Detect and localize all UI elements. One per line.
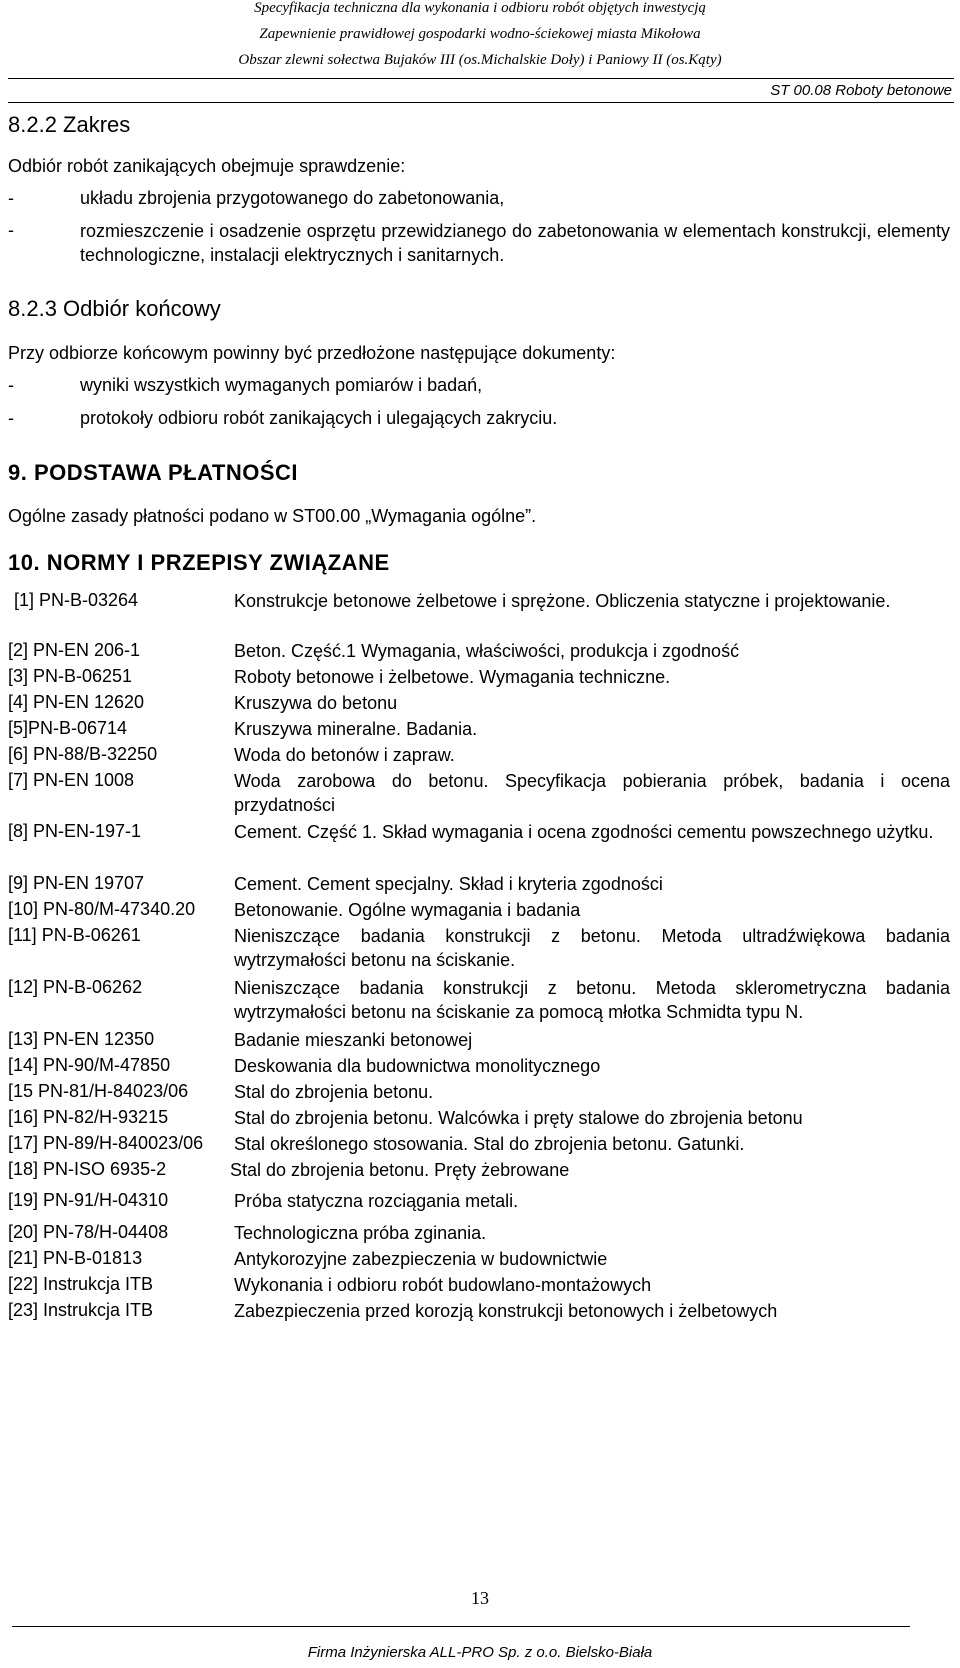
ref-desc: Próba statyczna rozciągania metali. xyxy=(234,1191,519,1211)
page-number: 13 xyxy=(471,1588,489,1608)
section-822-intro: Odbiór robót zanikających obejmuje sprawdzenie: xyxy=(8,156,406,176)
header-rule-top xyxy=(8,78,954,79)
ref-desc: Nieniszczące badania konstrukcji z betonu. Metoda ultradźwiękowa badania wytrzymałości betonu na ściskanie. xyxy=(234,926,950,970)
ref-desc: Stal do zbrojenia betonu. Pręty żebrowane xyxy=(230,1160,570,1180)
ref-code: [7] PN-EN 1008 xyxy=(8,770,135,790)
ref-code: [2] PN-EN 206-1 xyxy=(8,640,141,660)
bullet-dash: - xyxy=(8,408,14,428)
ref-desc: Konstrukcje betonowe żelbetowe i sprężone. Obliczenia statyczne i projektowanie. xyxy=(234,591,891,611)
ref-desc: Deskowania dla budownictwa monolitycznego xyxy=(234,1056,601,1076)
ref-code: [5]PN-B-06714 xyxy=(8,718,128,738)
ref-code: [8] PN-EN-197-1 xyxy=(8,821,142,841)
footer-company: Firma Inżynierska ALL-PRO Sp. z o.o. Bielsko-Biała xyxy=(307,1644,653,1661)
ref-desc: Stal do zbrojenia betonu. xyxy=(234,1082,434,1102)
ref-desc: Woda do betonów i zapraw. xyxy=(234,745,455,765)
ref-desc: Beton. Część.1 Wymagania, właściwości, produkcja i zgodność xyxy=(234,641,740,661)
ref-code: [11] PN-B-06261 xyxy=(8,925,141,945)
ref-code: [13] PN-EN 12350 xyxy=(8,1029,155,1049)
ref-desc: Kruszywa mineralne. Badania. xyxy=(234,719,478,739)
ref-code: [20] PN-78/H-04408 xyxy=(8,1222,169,1242)
ref-desc: Betonowanie. Ogólne wymagania i badania xyxy=(234,900,581,920)
ref-code: [15 PN-81/H-84023/06 xyxy=(8,1081,189,1101)
header-title-line-2: Zapewnienie prawidłowej gospodarki wodno-ściekowej miasta Mikołowa xyxy=(259,26,701,42)
section-822-item-2-text: rozmieszczenie i osadzenie osprzętu przewidzianego do zabetonowania w elementach konstrukcji, elementy technologiczne, instalacji elektrycznych i sanitarnych. xyxy=(80,221,950,265)
ref-code: [4] PN-EN 12620 xyxy=(8,692,145,712)
bullet-dash: - xyxy=(8,188,14,208)
footer-rule xyxy=(12,1626,910,1627)
header-title-line-3: Obszar zlewni sołectwa Bujaków III (os.Michalskie Doły) i Paniowy II (os.Kąty) xyxy=(238,52,722,68)
section-10-heading: 10. NORMY I PRZEPISY ZWIĄZANE xyxy=(8,550,390,575)
ref-desc: Zabezpieczenia przed korozją konstrukcji betonowych i żelbetowych xyxy=(234,1301,778,1321)
ref-desc: Roboty betonowe i żelbetowe. Wymagania techniczne. xyxy=(234,667,671,687)
ref-desc: Badanie mieszanki betonowej xyxy=(234,1030,473,1050)
ref-desc: Stal do zbrojenia betonu. Walcówka i pręty stalowe do zbrojenia betonu xyxy=(234,1108,803,1128)
ref-code: [21] PN-B-01813 xyxy=(8,1248,143,1268)
ref-desc: Antykorozyjne zabezpieczenia w budownictwie xyxy=(234,1249,608,1269)
ref-desc: Woda zarobowa do betonu. Specyfikacja pobierania próbek, badania i ocena przydatności xyxy=(234,771,950,815)
ref-desc: Stal określonego stosowania. Stal do zbrojenia betonu. Gatunki. xyxy=(234,1134,745,1154)
ref-code: [10] PN-80/M-47340.20 xyxy=(8,899,196,919)
ref-code: [6] PN-88/B-32250 xyxy=(8,744,158,764)
section-9-text: Ogólne zasady płatności podano w ST00.00 „Wymagania ogólne”. xyxy=(8,506,537,526)
ref-code: [17] PN-89/H-840023/06 xyxy=(8,1133,204,1153)
ref-desc: Wykonania i odbioru robót budowlano-montażowych xyxy=(234,1275,652,1295)
ref-code: [16] PN-82/H-93215 xyxy=(8,1107,169,1127)
header-title-line-1: Specyfikacja techniczna dla wykonania i odbioru robót objętych inwestycją xyxy=(254,0,706,16)
ref-code: [1] PN-B-03264 xyxy=(14,590,139,610)
ref-desc: Nieniszczące badania konstrukcji z betonu. Metoda sklerometryczna badania wytrzymałości betonu na ściskanie za pomocą młotka Schmidta typu N. xyxy=(234,978,950,1022)
section-823-intro: Przy odbiorze końcowym powinny być przedłożone następujące dokumenty: xyxy=(8,343,616,363)
ref-code: [18] PN-ISO 6935-2 xyxy=(8,1159,167,1179)
bullet-dash: - xyxy=(8,375,14,395)
section-9-heading: 9. PODSTAWA PŁATNOŚCI xyxy=(8,460,299,485)
section-822-heading: 8.2.2 Zakres xyxy=(8,112,131,137)
ref-code: [23] Instrukcja ITB xyxy=(8,1300,154,1320)
ref-desc: Kruszywa do betonu xyxy=(234,693,398,713)
ref-code: [3] PN-B-06251 xyxy=(8,666,133,686)
ref-code: [9] PN-EN 19707 xyxy=(8,873,145,893)
ref-desc: Technologiczna próba zginania. xyxy=(234,1223,487,1243)
bullet-dash: - xyxy=(8,220,14,240)
ref-code: [14] PN-90/M-47850 xyxy=(8,1055,171,1075)
ref-code: [19] PN-91/H-04310 xyxy=(8,1190,169,1210)
ref-desc: Cement. Część 1. Skład wymagania i ocena zgodności cementu powszechnego użytku. xyxy=(234,822,934,842)
ref-desc: Cement. Cement specjalny. Skład i kryteria zgodności xyxy=(234,874,663,894)
ref-code: [22] Instrukcja ITB xyxy=(8,1274,154,1294)
header-rule-bottom xyxy=(8,102,954,103)
ref-code: [12] PN-B-06262 xyxy=(8,977,143,997)
spec-code: ST 00.08 Roboty betonowe xyxy=(770,82,952,99)
section-823-heading: 8.2.3 Odbiór końcowy xyxy=(8,296,221,321)
